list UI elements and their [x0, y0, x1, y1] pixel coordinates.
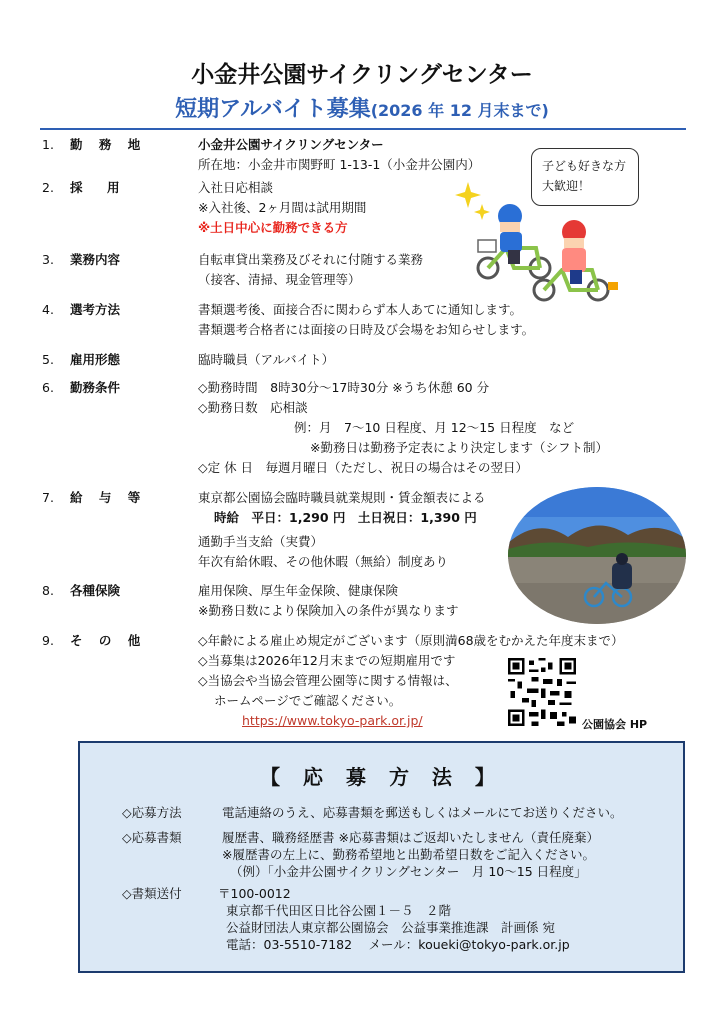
method-text: 電話連絡のうえ、応募書類を郵送もしくはメールにてお送りください。 [222, 805, 623, 820]
section-label: そ の 他 [70, 633, 147, 648]
documents-line-1: 履歴書、職務経歴書 ※応募書類はご返却いたしません（責任廃棄） [222, 830, 599, 845]
other-age-limit: ◇年齢による雇止め規定がございます（原則満68歳をむかえた年度末まで） [198, 633, 624, 648]
page-subtitle [0, 92, 724, 123]
send-recipient: 公益財団法人東京都公園協会 公益事業推進課 計画係 宛 [226, 920, 555, 935]
section-label: 業務内容 [70, 252, 121, 267]
conditions-holiday: ◇定 休 日 毎週月曜日（ただし、祝日の場合はその翌日） [198, 460, 529, 475]
documents-line-2: ※履歴書の左上に、勤務希望地と出勤希望日数をご記入ください。 [222, 847, 595, 862]
section-number: 1. [42, 137, 54, 152]
hiring-weekend-note: ※土日中心に勤務できる方 [198, 220, 348, 235]
application-title: 【 応 募 方 法 】 [260, 765, 503, 789]
duties-detail: （接客、清掃、現金管理等） [198, 272, 361, 287]
salary-hourly: 時給 平日：1,290 円 土日祝日：1,390 円 [214, 510, 477, 525]
section-label: 各種保険 [70, 583, 121, 598]
section-number: 7. [42, 490, 54, 505]
section-label: 勤務条件 [70, 380, 121, 395]
section-number: 3. [42, 252, 54, 267]
other-info: ◇当協会や当協会管理公園等に関する情報は、 [198, 673, 458, 688]
section-number: 2. [42, 180, 54, 195]
bubble-line-1: 子ども好きな方 [542, 159, 627, 173]
workplace-name: 小金井公園サイクリングセンター [198, 137, 384, 152]
salary-rules: 東京都公園協会臨時職員就業規則・賃金額表による [198, 490, 486, 505]
other-homepage: ホームページでご確認ください。 [214, 693, 402, 708]
section-number: 5. [42, 352, 54, 367]
title-divider [40, 128, 686, 130]
hiring-start: 入社日応相談 [198, 180, 274, 195]
park-cycling-photo [508, 487, 686, 624]
page-title: 小金井公園サイクリングセンター [191, 62, 533, 88]
documents-label: ◇応募書類 [122, 830, 182, 845]
conditions-hours: ◇勤務時間 8時30分～17時30分 ※うち休憩 60 分 [198, 380, 490, 395]
method-label: ◇応募方法 [122, 805, 182, 820]
subtitle-period: (2026 年 12 月末まで) [370, 101, 549, 120]
selection-line-2: 書類選考合格者には面接の日時及び会場をお知らせします。 [198, 322, 535, 337]
send-postal: 〒100-0012 [218, 886, 291, 901]
section-label: 勤 務 地 [70, 137, 147, 152]
send-address: 東京都千代田区日比谷公園１－５ ２階 [226, 903, 452, 918]
section-label: 選考方法 [70, 302, 121, 317]
section-number: 6. [42, 380, 54, 395]
section-label: 給 与 等 [70, 490, 147, 505]
selection-line-1: 書類選考後、面接合否に関わらず本人あてに通知します。 [198, 302, 523, 317]
application-box [78, 741, 685, 973]
section-number: 4. [42, 302, 54, 317]
documents-line-3: （例）「小金井公園サイクリングセンター 月 10～15 日程度」 [230, 864, 587, 879]
conditions-days: ◇勤務日数 応相談 [198, 400, 308, 415]
hiring-trial: ※入社後、2ヶ月間は試用期間 [198, 200, 367, 215]
conditions-shift-note: ※勤務日は勤務予定表により決定します（シフト制） [310, 440, 608, 455]
other-short-term: ◇当募集は2026年12月末までの短期雇用です [198, 653, 456, 668]
conditions-days-example: 例：月 7～10 日程度、月 12～15 日程度 など [294, 420, 575, 435]
send-contact: 電話：03-5510-7182 メール：koueki@tokyo-park.or.jp [226, 937, 570, 952]
salary-commute: 通勤手当支給（実費） [198, 534, 324, 549]
section-number: 9. [42, 633, 54, 648]
bubble-line-2: 大歓迎！ [542, 179, 591, 193]
sparkle-icon [455, 182, 490, 220]
send-label: ◇書類送付 [122, 886, 182, 901]
section-number: 8. [42, 583, 54, 598]
employment-type: 臨時職員（アルバイト） [198, 352, 335, 367]
section-label: 雇用形態 [70, 352, 121, 367]
kids-cycling-illustration [448, 182, 628, 312]
qr-code[interactable] [508, 658, 576, 726]
insurance-types: 雇用保険、厚生年金保険、健康保険 [198, 583, 399, 598]
workplace-address: 所在地：小金井市関野町 1-13-1（小金井公園内） [198, 157, 481, 172]
insurance-note: ※勤務日数により保険加入の条件が異なります [198, 603, 459, 618]
salary-leave: 年次有給休暇、その他休暇（無給）制度あり [198, 554, 449, 569]
subtitle-main: 短期アルバイト募集 [175, 97, 371, 122]
homepage-link[interactable]: https://www.tokyo-park.or.jp/ [242, 713, 423, 728]
duties-line: 自転車貸出業務及びそれに付随する業務 [198, 252, 424, 267]
section-label: 採 用 [70, 180, 126, 195]
child-blue-bicycle [478, 204, 550, 278]
qr-label: 公園協会 HP [582, 718, 648, 731]
